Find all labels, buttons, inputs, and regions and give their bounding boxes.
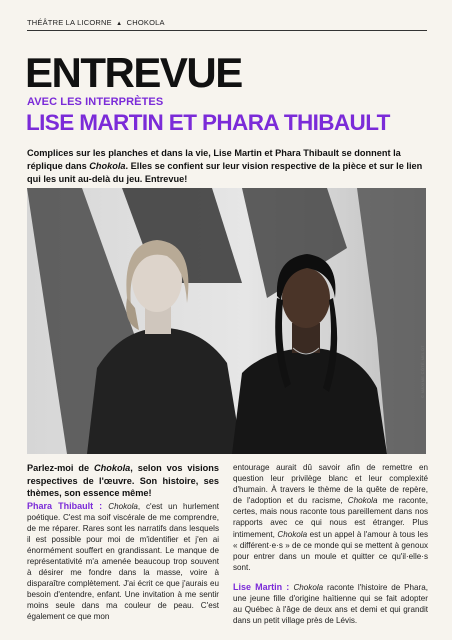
intro-text-2: . Elles se confient sur leur vision respective de la pièce et sur le lien qui les unit au-delà du jeu. Entrevue!	[27, 161, 423, 184]
interviewee-names: LISE MARTIN ET PHARA THIBAULT	[26, 110, 390, 135]
answer-lise: Lise Martin : Chokola raconte l'histoire de Phara, une jeune fille d'origine haïtienne qui se fait adopter au Québec à l'âge de deux ans et demi et qui grandit dans un petit village près de Lévis.	[233, 581, 429, 626]
right-column	[233, 462, 428, 626]
left-column	[27, 462, 219, 623]
portrait-photo	[27, 188, 426, 454]
question-text-2: , selon vos visions respectives de l'œuvre. Son histoire, ses thèmes, son essence même!	[27, 463, 219, 498]
question-1	[27, 462, 219, 500]
continued-text-1: entourage aurait dû savoir afin de remettre en question leur privilège blanc et leur complexité d'humain. À travers le thème de la quête de repère, de l'adoption et du racisme,	[233, 463, 428, 506]
question-text-1: Parlez-moi de	[27, 463, 94, 473]
page-title: ENTREVUE	[25, 49, 242, 96]
photo-credit: © MAXIME CÔTÉ-MELOT	[420, 345, 425, 398]
speaker-phara: Phara Thibault	[27, 500, 94, 511]
running-header	[27, 18, 165, 27]
intro-paragraph	[27, 147, 427, 186]
triangle-separator-icon: ▲	[116, 21, 123, 27]
continued-show-title-1: Chokola	[347, 496, 378, 506]
question-show-title: Chokola	[94, 463, 131, 473]
intro-show-title: Chokola	[89, 161, 126, 171]
show-name: CHOKOLA	[126, 18, 165, 27]
intro-text-1: Complices sur les planches et dans la vie, Lise Martin et Phara Thibault se donnent la réplique dans	[27, 148, 401, 171]
photo-illustration	[27, 188, 426, 454]
answer-lise-show-title: Chokola	[293, 582, 324, 592]
speaker-lise: Lise Martin	[233, 581, 283, 592]
kicker: AVEC LES INTERPRÈTES	[27, 96, 164, 108]
answer-phara: Phara Thibault : Chokola, c'est un hurlement poétique. C'est ma soif viscérale de me comprendre, de me réparer. Rares sont les narratifs dans lesquels il est possible pour moi de m'identifier et j'en ai énormément souffert en grandissant. Le manque de représentativité m'a amenée beaucoup trop souvent à désirer me fondre dans la masse, voire à disparaître complètement. J'ai écrit ce que j'aurais eu besoin d'entendre, enfant. Une invitation à me sentir moins seule dans ma couleur de peau. C'est également ce que mon	[27, 500, 219, 622]
theatre-name: THÉÂTRE LA LICORNE	[27, 18, 112, 27]
continued-show-title-2: Chokola	[277, 529, 308, 539]
answer-phara-text: , c'est un hurlement poétique. C'est ma soif viscérale de me comprendre, de me réparer. Rares sont les narratifs dans lesquels il est possible pour moi de m'identifier et j'en ai énormément souffert en grandissant. Le manque de représentativité m'a amenée beaucoup trop souvent à désirer me fondre dans la masse, voire à disparaître complètement. J'ai écrit ce que j'aurais eu besoin d'entendre, enfant. Une invitation à me sentir moins seule dans ma couleur de peau. C'est également ce que mon	[27, 501, 219, 622]
continued-text-3: est un appel à l'amour à tous les « différent·e·s » de ce monde qui se mettent à genoux pour entrer dans un moule et quitter ce qu'il·elle·s sont.	[233, 529, 428, 572]
continued-text-2: me raconte, certes, mais nous raconte tous pareillement dans nos rapports avec ce qui nous est étranger. Plus intimement,	[233, 496, 428, 539]
answer-show-title: Chokola	[108, 501, 138, 511]
continued-paragraph	[233, 462, 428, 573]
header-rule	[27, 30, 427, 31]
answer-lise-text: raconte l'histoire de Phara, une jeune fille d'origine haïtienne qui se fait adopter au Québec à l'âge de deux ans et demi et qui grandit dans un petit village près de Lévis.	[233, 582, 429, 626]
